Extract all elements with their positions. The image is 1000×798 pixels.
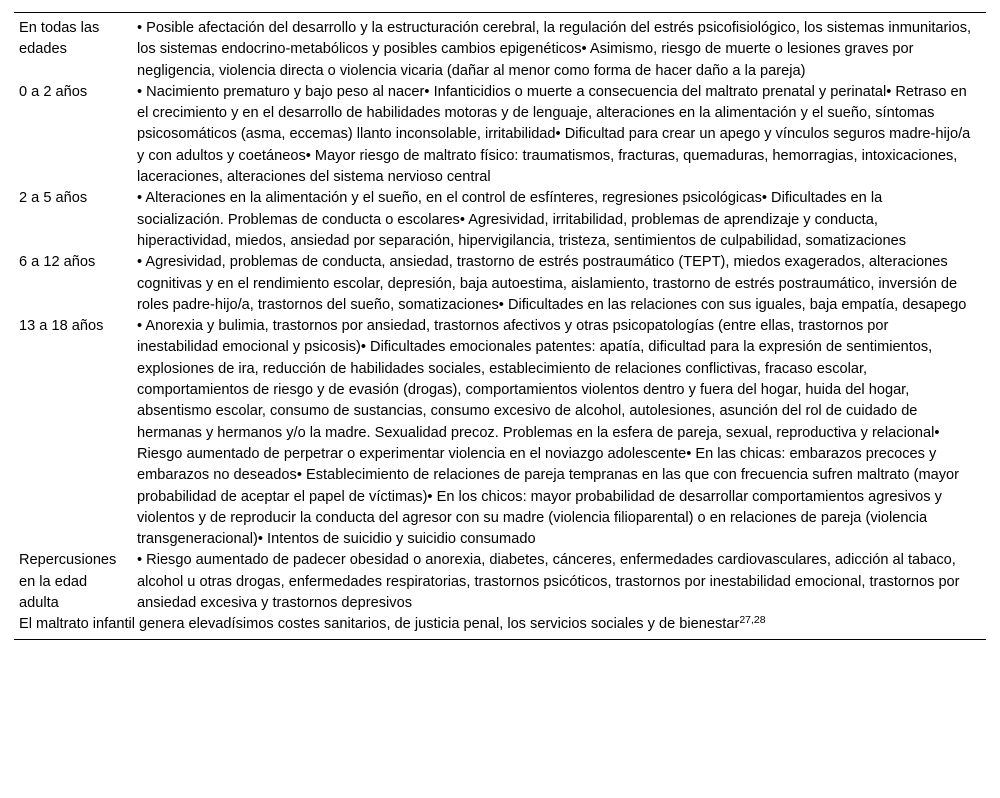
footnote-text: El maltrato infantil genera elevadísimos costes sanitarios, de justicia penal, los servicios sociales y de bienestar bbox=[19, 616, 740, 633]
footnote-citation: 27,28 bbox=[739, 614, 766, 627]
effects-cell: • Alteraciones en la alimentación y el sueño, en el control de esfínteres, regresiones psicológicas• Dificultades en la socialización. Problemas de conducta o escolares• Agresividad, irritabilidad, problemas de aprendizaje y conducta, hiperactividad, miedos, ansiedad por separación, hipervigilancia, tristeza, sentimientos de culpabilidad, somatizaciones bbox=[137, 190, 907, 249]
table-row bbox=[14, 18, 986, 82]
effects-by-age-table bbox=[14, 12, 986, 640]
effects-cell: • Posible afectación del desarrollo y la estructuración cerebral, la regulación del estrés psicofisiológico, los sistemas inmunitarios, los sistemas endocrino-metabólicos y posibles cambios epigenéticos• Asimismo, riesgo de muerte o lesiones graves por negligencia, violencia directa o violencia vicaria (dañar al menor como forma de hacer daño a la pareja) bbox=[137, 20, 972, 79]
age-cell: 0 a 2 años bbox=[19, 83, 88, 100]
table-footnote bbox=[14, 614, 986, 635]
table-row bbox=[14, 82, 986, 188]
table-row bbox=[14, 252, 986, 316]
effects-cell: • Agresividad, problemas de conducta, ansiedad, trastorno de estrés postraumático (TEPT), miedos exagerados, alteraciones cognitivas y en el rendimiento escolar, depresión, baja autoestima, aislamiento, trastorno de estrés postraumático, inversión de roles padre-hijo/a, trastornos del sueño, somatizaciones• Dificultades en las relaciones con sus iguales, baja empatía, desapego bbox=[137, 254, 967, 313]
table-row bbox=[14, 550, 986, 614]
age-cell: 13 a 18 años bbox=[19, 318, 104, 335]
table-row bbox=[14, 188, 986, 252]
effects-cell: • Anorexia y bulimia, trastornos por ansiedad, trastornos afectivos y otras psicopatologías (entre ellas, trastornos por inestabilidad emocional y psicosis)• Dificultades emocionales patentes: apatía, dificultad para la expresión de sentimientos, explosiones de ira, reducción de habilidades sociales, establecimiento de relaciones conflictivas, fracaso escolar, comportamientos de riesgo y de evasión (drogas), comportamientos violentos dentro y fuera del hogar, huida del hogar, absentismo escolar, consumo de sustancias, consumo excesivo de alcohol, autolesiones, asunción del rol de cuidado de hermanas y hermanos y/o la madre. Sexualidad precoz. Problemas en la esfera de pareja, sexual, reproductiva y relacional• Riesgo aumentado de perpetrar o experimentar violencia en el noviazgo adolescente• En las chicas: embarazos precoces y embarazos no deseados• Establecimiento de relaciones de pareja tempranas en las que con frecuencia sufren maltrato (mayor probabilidad de aceptar el papel de víctimas)• En los chicos: mayor probabilidad de desarrollar comportamientos agresivos y violentos y de reproducir la conducta del agresor con su madre (violencia filioparental) o en relaciones de pareja (violencia transgeneracional)• Intentos de suicidio y suicidio consumado bbox=[137, 318, 960, 548]
effects-cell: • Riesgo aumentado de padecer obesidad o anorexia, diabetes, cánceres, enfermedades cardiovasculares, adicción al tabaco, alcohol u otras drogas, enfermedades respiratorias, trastornos psicóticos, trastornos por inestabilidad emocional, trastornos por ansiedad excesiva y trastornos depresivos bbox=[137, 552, 960, 612]
age-cell: 2 a 5 años bbox=[19, 190, 88, 207]
age-cell: En todas las edades bbox=[19, 20, 100, 58]
age-cell: 6 a 12 años bbox=[19, 254, 96, 271]
table-row bbox=[14, 316, 986, 550]
age-cell: Repercusiones en la edad adulta bbox=[19, 552, 117, 612]
effects-cell: • Nacimiento prematuro y bajo peso al nacer• Infanticidios o muerte a consecuencia del maltrato prenatal y perinatal• Retraso en el crecimiento y en el desarrollo de habilidades motoras y de lenguaje, alteraciones en la alimentación y el sueño, síntomas psicosomáticos (asma, eccemas) llanto inconsolable, irritabilidad• Dificultad para crear un apego y vínculos seguros madre-hijo/a y con adultos y coetáneos• Mayor riesgo de maltrato físico: traumatismos, fracturas, quemaduras, hemorragias, intoxicaciones, laceraciones, alteraciones del sistema nervioso central bbox=[137, 83, 971, 186]
